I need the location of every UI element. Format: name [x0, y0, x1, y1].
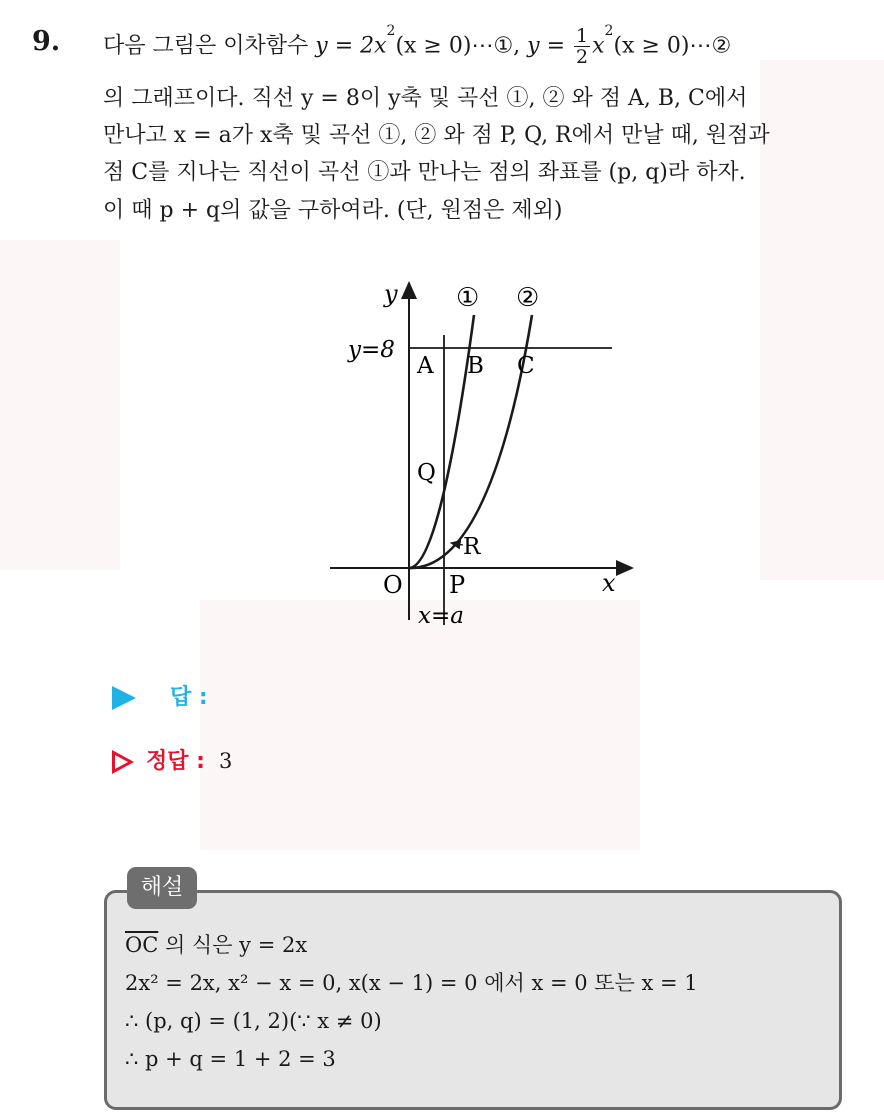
point-p-label: P [449, 571, 466, 599]
point-a-label: A [417, 353, 434, 379]
solution-line-3: ∴ (p, q) = (1, 2)(∵ x ≠ 0) [125, 1009, 382, 1033]
exponent: 2 [604, 23, 614, 39]
correct-value: 3 [218, 749, 233, 773]
question-line-5: 이 때 p + q의 값을 구하여라. (단, 원점은 제외) [103, 198, 563, 223]
answer-label: 답 : [170, 685, 208, 710]
function-2-var: x [592, 33, 605, 59]
question-line-1 [103, 23, 732, 68]
fraction-denominator: 2 [576, 46, 589, 68]
solution-line-1 [125, 930, 307, 960]
curve-2-label: ② [516, 283, 540, 313]
x-axis-label: x [602, 569, 616, 597]
point-b-label: B [467, 353, 484, 379]
parabola-graph [320, 275, 640, 635]
origin-label: O [383, 571, 403, 599]
domain-1: (x ≥ 0)⋯①, [395, 33, 521, 59]
segment-oc: $\overline{OC}$ [125, 933, 159, 957]
domain-2: (x ≥ 0)⋯② [613, 33, 732, 59]
vline-label: x=a [418, 603, 464, 629]
answer-row [112, 680, 208, 711]
y-axis-label: y [384, 280, 398, 308]
correct-answer-row [112, 744, 232, 775]
solution-line-2: 2x² = 2x, x² − x = 0, x(x − 1) = 0 에서 x = 0 또는 x = 1 [125, 971, 698, 995]
outlined-triangle-icon [112, 750, 134, 774]
question-text: 다음 그림은 이차함수 [103, 33, 309, 59]
solution-line-4: ∴ p + q = 1 + 2 = 3 [125, 1047, 336, 1071]
point-r-label: R [463, 534, 481, 560]
hline-label: y=8 [348, 337, 395, 363]
curve-1-label: ① [456, 283, 480, 313]
fraction-one-half [574, 26, 590, 67]
question-line-2: 의 그래프이다. 직선 y = 8이 y축 및 곡선 ①, ② 와 점 A, B, C에서 [103, 86, 748, 111]
background-patch [760, 60, 884, 580]
function-2-lhs: y = [527, 33, 566, 59]
play-arrow-icon [112, 686, 136, 710]
question-number: 9. [32, 26, 61, 57]
background-patch [0, 240, 120, 570]
background-patch [200, 600, 640, 850]
fraction-numerator: 1 [576, 25, 589, 47]
solution-tab: 해설 [127, 867, 197, 909]
question-line-4: 점 C를 지나는 직선이 곡선 ①과 만나는 점의 좌표를 (p, q)라 하자. [103, 160, 746, 185]
function-1: y = 2x [315, 33, 387, 59]
exponent: 2 [386, 23, 396, 39]
point-q-label: Q [417, 460, 436, 486]
solution-box [104, 890, 842, 1110]
question-line-3: 만나고 x = a가 x축 및 곡선 ①, ② 와 점 P, Q, R에서 만날 때, 원점과 [103, 123, 770, 148]
correct-label: 정답 : [146, 749, 205, 774]
solution-line-1-rest: 의 식은 y = 2x [158, 933, 308, 957]
point-c-label: C [517, 353, 535, 379]
